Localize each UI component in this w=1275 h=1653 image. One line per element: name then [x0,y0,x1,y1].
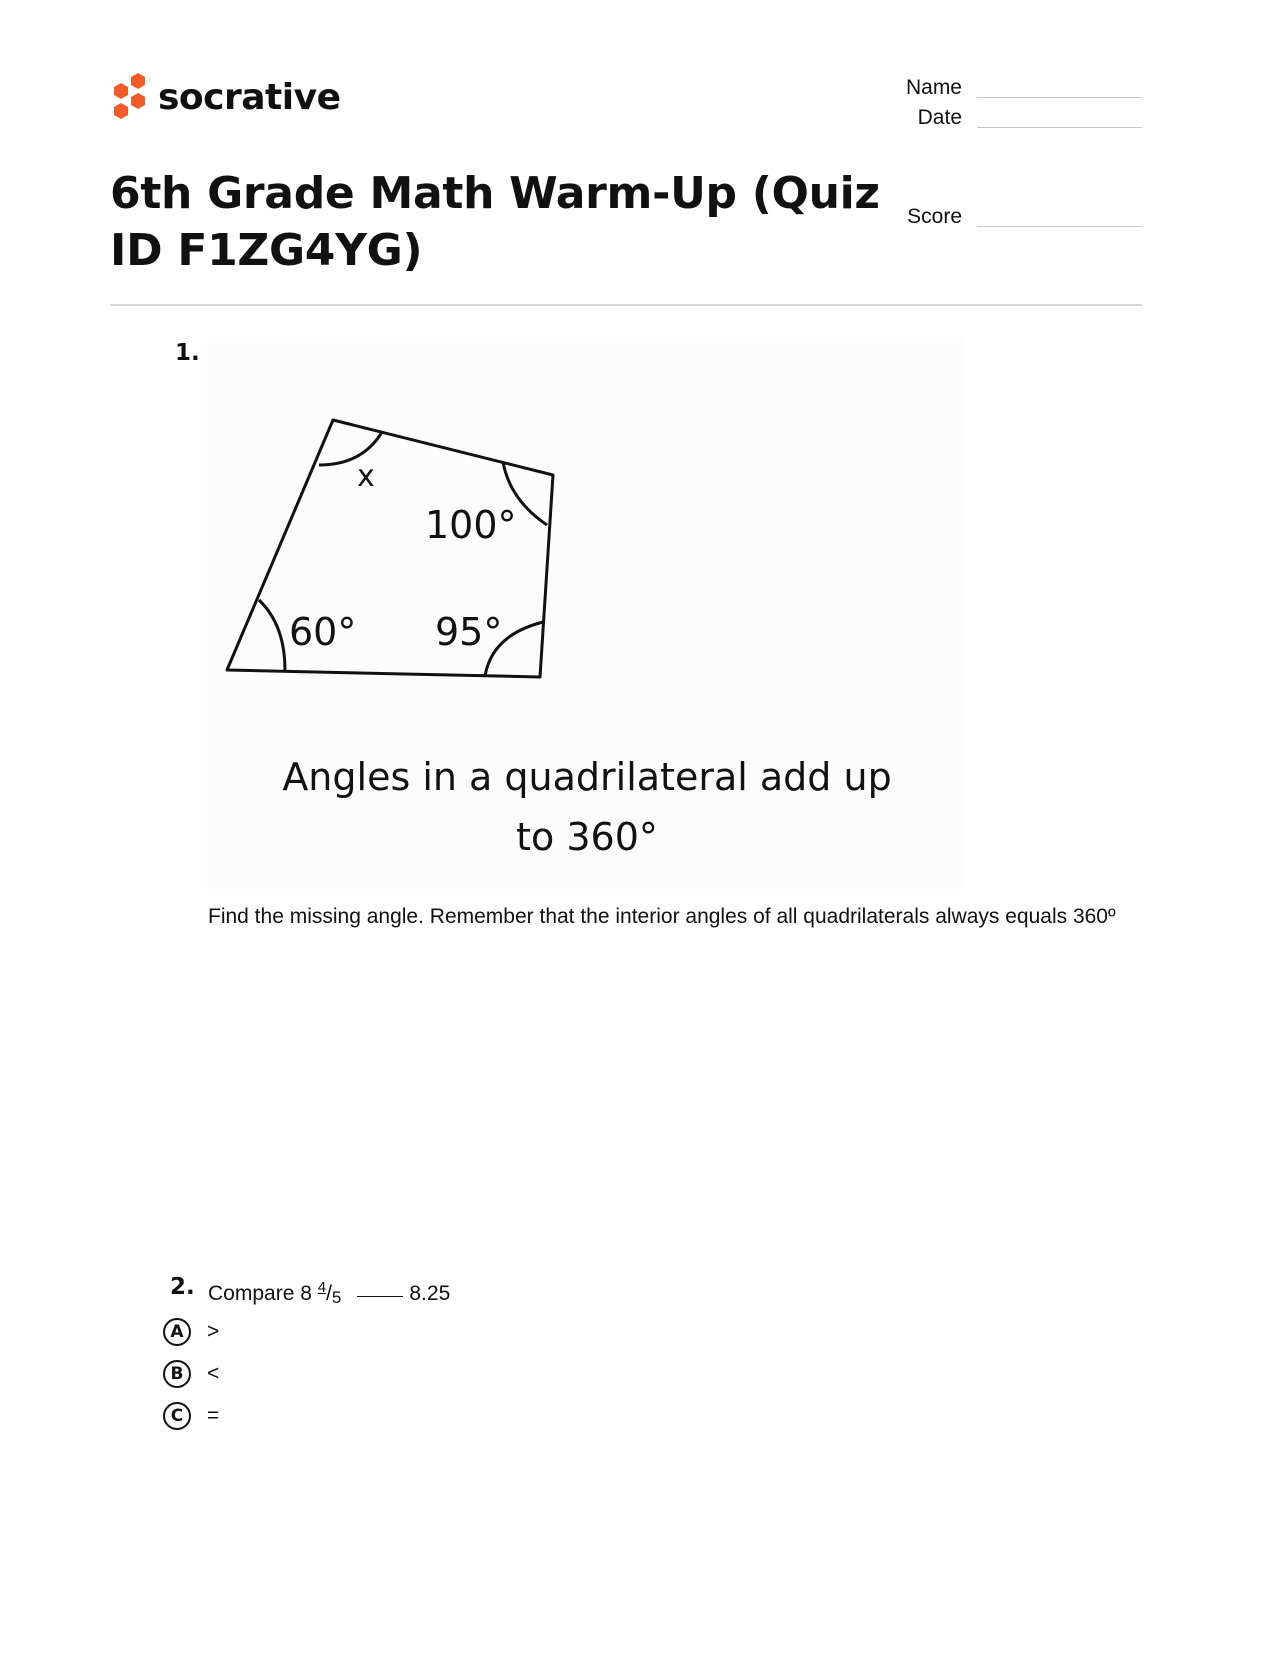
angle-label-100: 100° [425,503,517,547]
caption-line-1: Angles in a quadrilateral add up [282,755,892,799]
fraction-denominator: 5 [331,1288,342,1307]
question-2-number: 2. [170,1274,195,1300]
caption-line-2: to 360° [516,815,658,859]
option-b-bubble[interactable]: B [163,1360,191,1388]
option-a-text: > [207,1320,220,1343]
date-label: Date [917,106,962,129]
angle-label-95: 95° [435,610,503,654]
angle-label-60: 60° [289,610,357,654]
fraction-numerator: 4 [317,1279,327,1296]
option-b[interactable] [163,1360,219,1388]
q2-suffix: 8.25 [409,1282,451,1305]
option-b-text: < [207,1362,220,1385]
question-1-text: Find the missing angle. Remember that the interior angles of all quadrilaterals always equals 360º [208,905,1116,928]
score-field[interactable] [862,205,1142,229]
name-line[interactable] [977,97,1142,98]
date-line[interactable] [977,127,1142,128]
score-line[interactable] [977,226,1142,227]
page-title: 6th Grade Math Warm-Up (Quiz ID F1ZG4YG) [110,168,880,276]
score-label: Score [907,205,962,228]
name-field[interactable] [862,76,1142,100]
quadrilateral-diagram [207,340,963,890]
question-1-image [207,340,963,890]
answer-blank [357,1296,403,1297]
angle-label-x: x [357,459,375,494]
q2-prefix: Compare 8 [208,1282,318,1305]
option-c[interactable] [163,1402,219,1430]
question-1-number: 1. [175,340,200,366]
option-c-text: = [207,1404,220,1427]
option-c-bubble[interactable]: C [163,1402,191,1430]
name-label: Name [905,76,962,99]
option-a-bubble[interactable]: A [163,1318,191,1346]
socrative-logo [110,72,340,122]
question-2-text [208,1279,450,1308]
option-a[interactable] [163,1318,219,1346]
logo-wordmark: socrative [158,76,341,118]
fraction-slash: / [326,1282,332,1305]
date-field[interactable] [862,106,1142,130]
hexagon-logo-icon [110,72,148,122]
header-divider [110,304,1142,306]
